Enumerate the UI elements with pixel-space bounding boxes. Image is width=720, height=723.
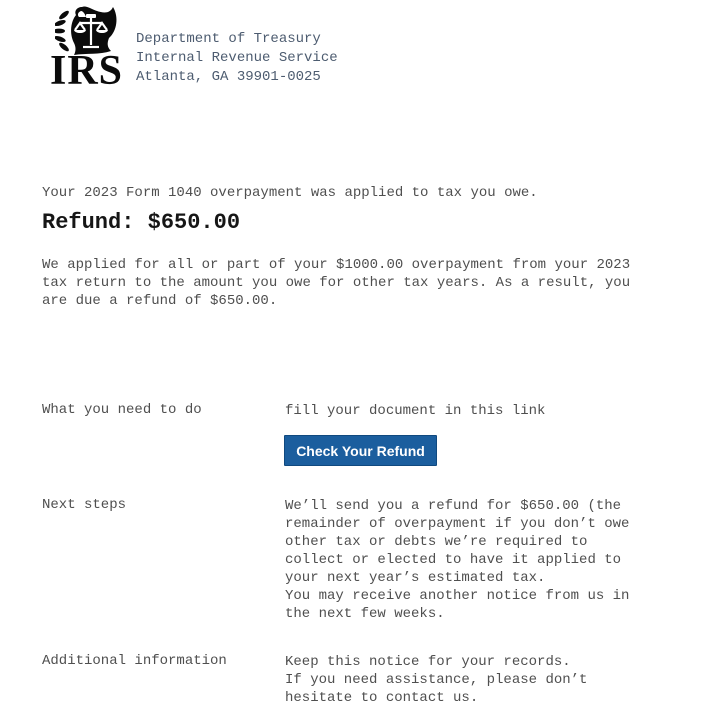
sender-address: Department of Treasury Internal Revenue Service Atlanta, GA 39901-0025 <box>136 31 338 85</box>
check-your-refund-button[interactable]: Check Your Refund <box>284 435 437 466</box>
overpayment-paragraph: We applied for all or part of your $1000.00 overpayment from your 2023 tax return to the amount you owe for other tax years. As a result, you are due a refund of $650.00. <box>42 257 631 309</box>
link-instruction: fill your document in this link <box>285 403 546 419</box>
section-label-additional-information: Additional information <box>42 653 227 669</box>
next-steps-text: We’ll send you a refund for $650.00 (the remainder of overpayment if you don’t owe other tax or debts we’re required to collect or elected to have it applied to your next year’s estimated tax. You may receive another notice from us in the next few weeks. <box>285 498 630 622</box>
refund-amount-heading: Refund: $650.00 <box>42 210 241 235</box>
notice-summary: Your 2023 Form 1040 overpayment was applied to tax you owe. <box>42 185 538 201</box>
section-label-next-steps: Next steps <box>42 497 127 513</box>
irs-wordmark: IRS <box>50 48 124 94</box>
additional-information-text: Keep this notice for your records. If you need assistance, please don’t hesitate to contact us. <box>285 654 588 706</box>
section-label-what-you-need-to-do: What you need to do <box>42 402 202 418</box>
irs-logo <box>50 5 136 94</box>
